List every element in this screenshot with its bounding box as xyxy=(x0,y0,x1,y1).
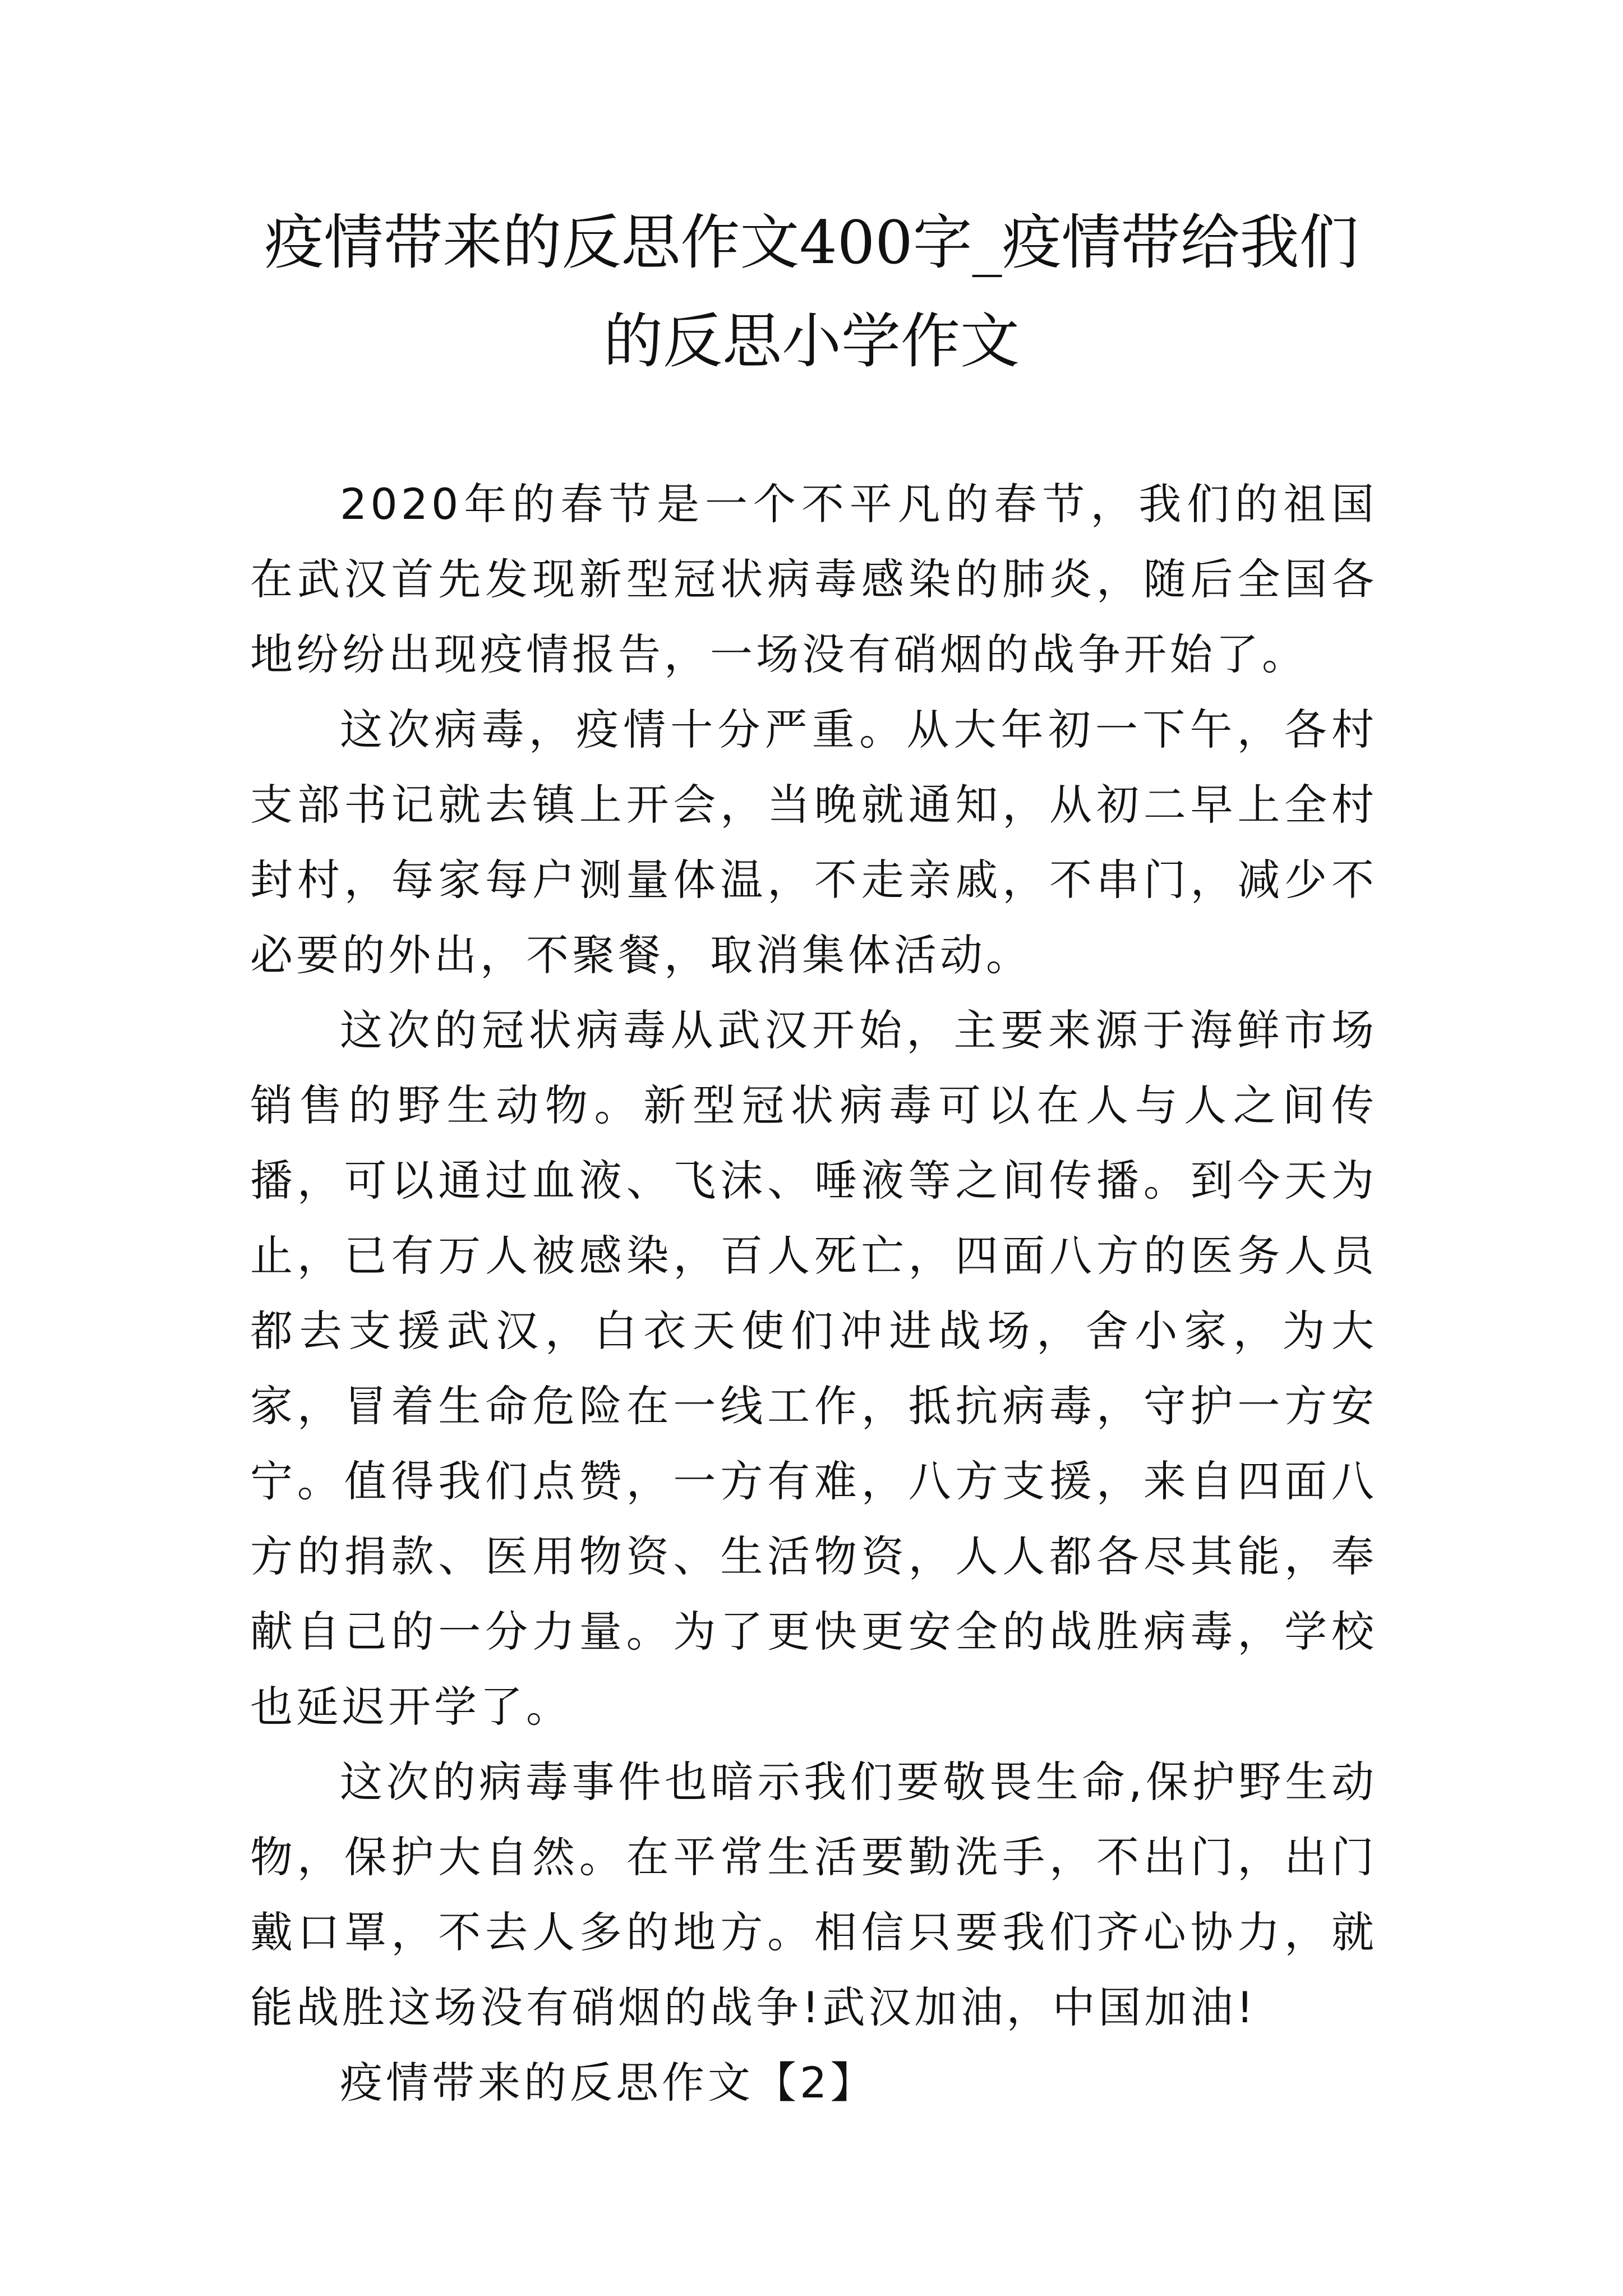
paragraph-1: 2020年的春节是一个不平凡的春节，我们的祖国在武汉首先发现新型冠状病毒感染的肺炎，随后全国各地纷纷出现疫情报告，一场没有硝烟的战争开始了。 xyxy=(250,479,1377,679)
document-body xyxy=(250,467,1377,2120)
paragraph-4: 这次的病毒事件也暗示我们要敬畏生命,保护野生动物，保护大自然。在平常生活要勤洗手，不出门，出门戴口罩，不去人多的地方。相信只要我们齐心协力，就能战胜这场没有硝烟的战争!武汉加油，中国加油! xyxy=(250,1757,1377,2032)
paragraph-2: 这次病毒，疫情十分严重。从大年初一下午，各村支部书记就去镇上开会，当晚就通知，从初二早上全村封村，每家每户测量体温，不走亲戚，不串门，减少不必要的外出，不聚餐，取消集体活动。 xyxy=(250,705,1377,980)
document-title: 疫情带来的反思作文400字_疫情带给我们的反思小学作文 xyxy=(264,208,1359,376)
paragraph-3: 这次的冠状病毒从武汉开始，主要来源于海鲜市场销售的野生动物。新型冠状病毒可以在人与人之间传播，可以通过血液、飞沫、唾液等之间传播。到今天为止，已有万人被感染，百人死亡，四面八方的医务人员都去支援武汉，白衣天使们冲进战场，舍小家，为大家，冒着生命危险在一线工作，抵抗病毒，守护一方安宁。值得我们点赞，一方有难，八方支援，来自四面八方的捐款、医用物资、生活物资，人人都各尽其能，奉献自己的一分力量。为了更快更安全的战胜病毒，学校也延迟开学了。 xyxy=(250,1005,1377,1732)
section-heading-2: 疫情带来的反思作文【2】 xyxy=(340,2058,877,2108)
